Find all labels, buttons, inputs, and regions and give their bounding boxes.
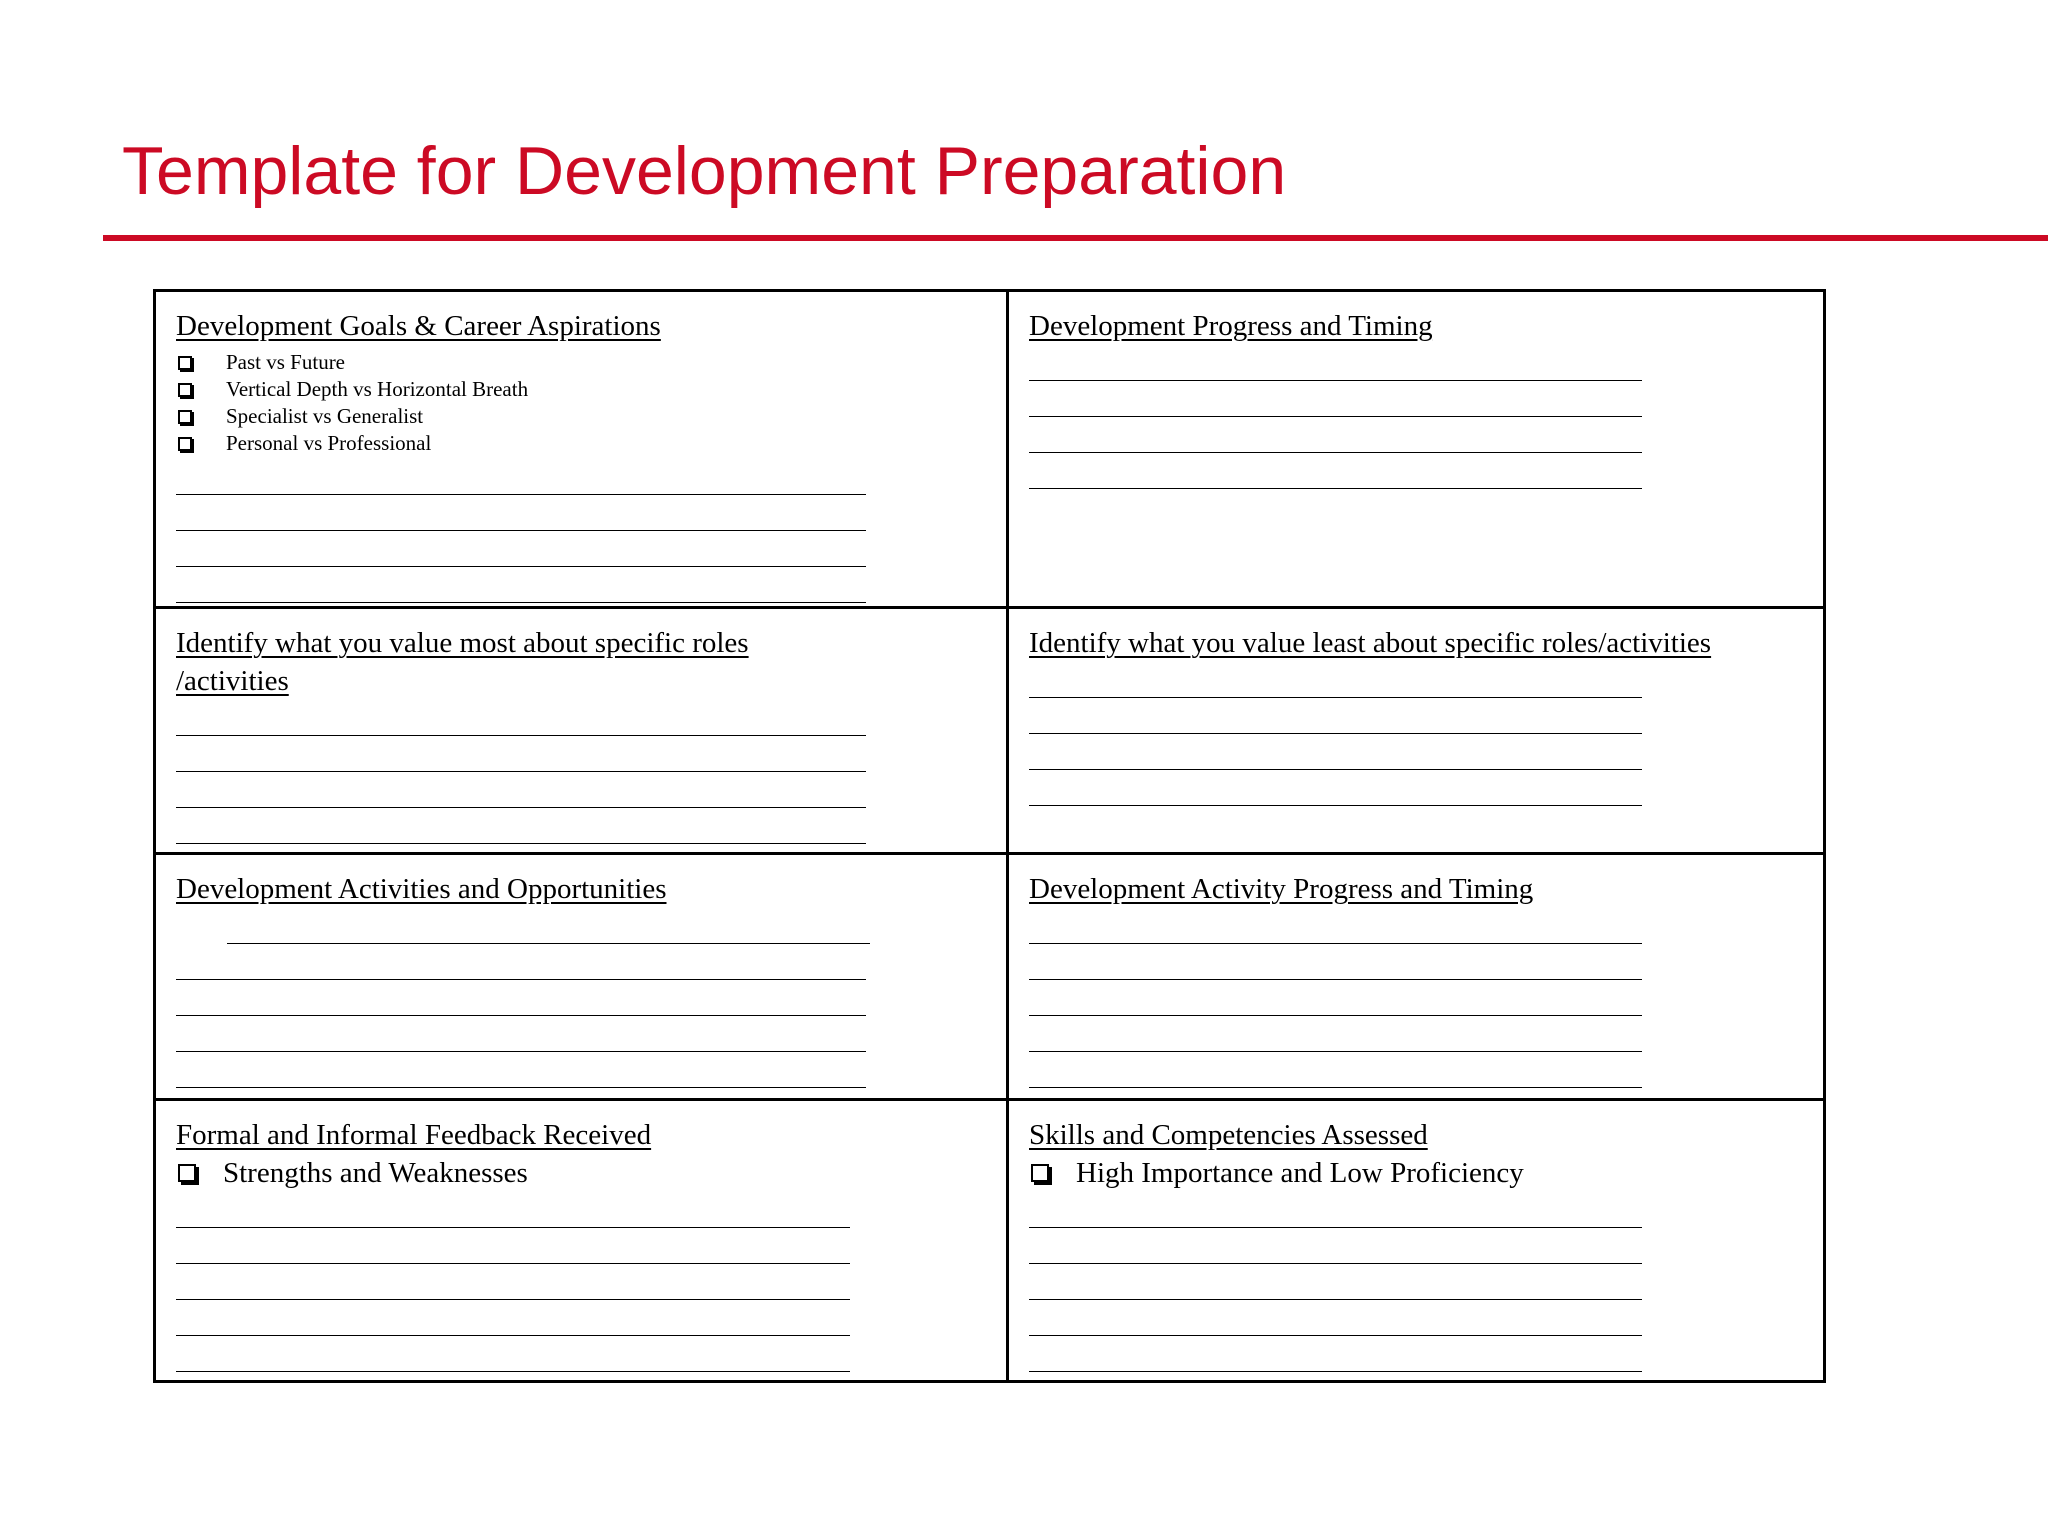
blank-writing-line[interactable]: [176, 772, 866, 808]
blank-writing-line[interactable]: [227, 908, 870, 944]
feedback-writing-lines: [176, 1192, 986, 1372]
blank-writing-line[interactable]: [1029, 908, 1642, 944]
title-divider: [103, 235, 2048, 241]
activities-writing-lines: [176, 908, 986, 1088]
blank-writing-line[interactable]: [176, 736, 866, 772]
blank-writing-line[interactable]: [176, 1264, 850, 1300]
blank-writing-line[interactable]: [1029, 662, 1642, 698]
blank-writing-line[interactable]: [1029, 1300, 1642, 1336]
page-title: Template for Development Preparation: [122, 133, 1287, 209]
checkbox-icon[interactable]: [178, 383, 192, 397]
blank-writing-line[interactable]: [176, 944, 866, 980]
skills-heading: Skills and Competencies Assessed: [1029, 1119, 1428, 1151]
blank-writing-line[interactable]: [1029, 1336, 1642, 1372]
activity-progress-writing-lines: [1029, 908, 1803, 1088]
activities-cell: [156, 855, 1009, 1101]
blank-writing-line[interactable]: [1029, 381, 1642, 417]
blank-writing-line[interactable]: [1029, 980, 1642, 1016]
progress-writing-lines: [1029, 345, 1803, 489]
value-most-cell: [156, 609, 1009, 855]
blank-writing-line[interactable]: [176, 980, 866, 1016]
blank-writing-line[interactable]: [176, 1052, 866, 1088]
blank-writing-line[interactable]: [1029, 417, 1642, 453]
checklist-item-label: Personal vs Professional: [226, 431, 432, 455]
blank-writing-line[interactable]: [1029, 1016, 1642, 1052]
blank-writing-line[interactable]: [176, 1336, 850, 1372]
blank-writing-line[interactable]: [1029, 734, 1642, 770]
blank-writing-line[interactable]: [176, 567, 866, 603]
checkbox-icon[interactable]: [178, 410, 192, 424]
checklist-item-label: High Importance and Low Proficiency: [1076, 1157, 1524, 1189]
blank-writing-line[interactable]: [176, 531, 866, 567]
value-most-heading: Identify what you value most about specific roles /activities: [176, 627, 749, 697]
goals-writing-lines: [176, 459, 986, 603]
blank-writing-line[interactable]: [1029, 1228, 1642, 1264]
feedback-checklist: [176, 1154, 986, 1192]
blank-writing-line[interactable]: [176, 1016, 866, 1052]
value-least-writing-lines: [1029, 662, 1803, 806]
blank-writing-line[interactable]: [176, 459, 866, 495]
checklist-item: [176, 376, 986, 403]
blank-writing-line[interactable]: [1029, 1264, 1642, 1300]
skills-checklist: [1029, 1154, 1803, 1192]
checklist-item-label: Vertical Depth vs Horizontal Breath: [226, 377, 529, 401]
blank-writing-line[interactable]: [1029, 944, 1642, 980]
blank-writing-line[interactable]: [1029, 453, 1642, 489]
goals-cell: [156, 292, 1009, 609]
checklist-item: [176, 1154, 986, 1192]
checkbox-icon[interactable]: [178, 437, 192, 451]
blank-writing-line[interactable]: [176, 700, 866, 736]
goals-checklist: [176, 349, 986, 457]
checklist-item: [176, 430, 986, 457]
checklist-item: [1029, 1154, 1803, 1192]
activities-heading: Development Activities and Opportunities: [176, 873, 667, 905]
blank-writing-line[interactable]: [176, 1228, 850, 1264]
blank-writing-line[interactable]: [176, 1300, 850, 1336]
blank-writing-line[interactable]: [1029, 345, 1642, 381]
value-least-heading: Identify what you value least about specific roles/activities: [1029, 627, 1712, 659]
development-form-table: [153, 289, 1826, 1383]
blank-writing-line[interactable]: [176, 808, 866, 844]
checkbox-icon[interactable]: [178, 356, 192, 370]
skills-cell: [1009, 1101, 1823, 1380]
checklist-item-label: Past vs Future: [226, 350, 346, 374]
activity-progress-heading: Development Activity Progress and Timing: [1029, 873, 1534, 905]
checkbox-icon[interactable]: [178, 1164, 196, 1182]
activity-progress-cell: [1009, 855, 1823, 1101]
checklist-item-label: Specialist vs Generalist: [226, 404, 424, 428]
goals-heading: Development Goals & Career Aspirations: [176, 310, 661, 342]
blank-writing-line[interactable]: [176, 1192, 850, 1228]
checkbox-icon[interactable]: [1031, 1164, 1049, 1182]
feedback-cell: [156, 1101, 1009, 1380]
blank-writing-line[interactable]: [1029, 1052, 1642, 1088]
checklist-item-label: Strengths and Weaknesses: [223, 1157, 528, 1189]
blank-writing-line[interactable]: [1029, 1192, 1642, 1228]
skills-writing-lines: [1029, 1192, 1803, 1372]
progress-cell: [1009, 292, 1823, 609]
blank-writing-line[interactable]: [1029, 698, 1642, 734]
feedback-heading: Formal and Informal Feedback Received: [176, 1119, 652, 1151]
checklist-item: [176, 349, 986, 376]
blank-writing-line[interactable]: [1029, 770, 1642, 806]
value-least-cell: [1009, 609, 1823, 855]
value-most-writing-lines: [176, 700, 986, 844]
checklist-item: [176, 403, 986, 430]
blank-writing-line[interactable]: [176, 495, 866, 531]
progress-heading: Development Progress and Timing: [1029, 310, 1433, 342]
